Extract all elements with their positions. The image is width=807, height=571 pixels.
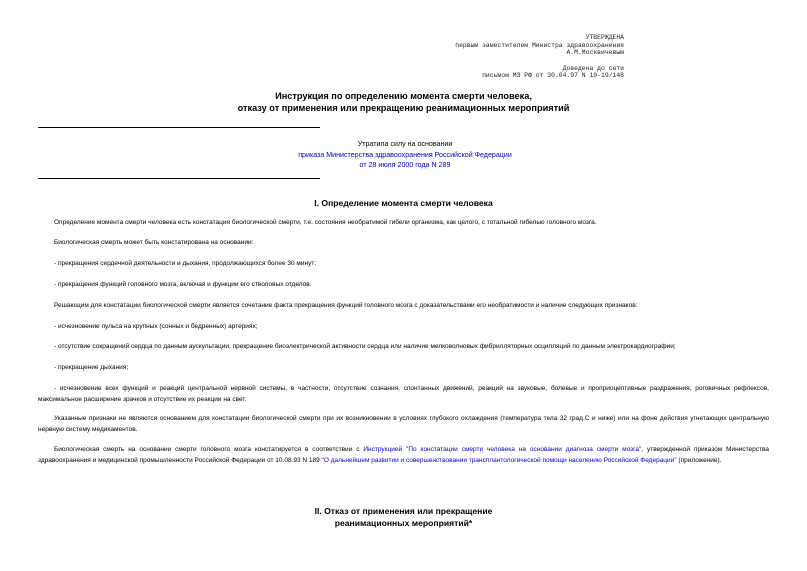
list-item: - исчезновение всех функций и реакций центральной нервной системы, в частности, отсутствие сознания, спонтанных движений, реакций на звуковые, болевые и проприоцептивные раздражения, роговичных рефлексов, максимальное расширение зрачков и отсутствие их реакции на свет. bbox=[38, 385, 769, 403]
paragraph: Указанные признаки не являются основанием для констатации биологической смерти при их возникновении в условиях глубокого охлаждения (температура тела 32 град.С и ниже) или на фоне действия угнетающих центральную нервную систему медикаментов. bbox=[38, 415, 769, 433]
approval-line: А.М.Москвичевым bbox=[566, 49, 624, 57]
instruction-link[interactable]: Инструкцией "По констатации смерти человека на основании диагноза смерти мозга" bbox=[363, 446, 642, 453]
list-item: - прекращение дыхания; bbox=[54, 364, 129, 371]
approval-line: Доведена до сети bbox=[562, 64, 624, 72]
divider-bottom bbox=[38, 178, 320, 179]
document-title-line: отказу от применения или прекращению реанимационных мероприятий bbox=[237, 103, 570, 113]
section-2-heading-line: II. Отказ от применения или прекращение bbox=[314, 506, 493, 516]
paragraph-text: (приложение). bbox=[676, 456, 722, 464]
approval-line: письмом МЗ РФ от 30.04.97 N 10-19/148 bbox=[482, 72, 624, 80]
paragraph-text: Биологическая смерть на основании смерти головного мозга констатируется в соответствии с bbox=[54, 446, 364, 453]
paragraph: Биологическая смерть может быть констатирована на основании: bbox=[54, 239, 254, 246]
list-item: - прекращения функций головного мозга, включая и функции его стволовых отделов. bbox=[54, 281, 312, 288]
section-1-heading: I. Определение момента смерти человека bbox=[314, 198, 493, 208]
approval-block bbox=[455, 34, 624, 80]
list-item: - прекращения сердечной деятельности и дыхания, продолжающихся более 30 минут; bbox=[54, 260, 317, 267]
repeal-notice-text: Утратила силу на основании bbox=[357, 140, 453, 148]
paragraph: Определение момента смерти человека есть констатация биологической смерти, т.е. состояния необратимой гибели организма, как целого, с тотальной гибелью головного мозга. bbox=[54, 219, 597, 226]
paragraph-with-links bbox=[38, 445, 769, 466]
document-title bbox=[0, 90, 807, 114]
section-2-heading-line: реанимационных мероприятий* bbox=[334, 517, 473, 528]
repeal-order-date-link[interactable]: от 28 июля 2000 года N 289 bbox=[359, 161, 451, 169]
paragraph-text: , утвержденной приказом Министерства здравоохранения и медицинской промышленности Российской Федерации от 10.08.93 N 189 bbox=[38, 446, 769, 464]
approval-line: первым заместителем Министра здравоохранения bbox=[455, 41, 624, 49]
repeal-order-link[interactable]: приказа Министерства здравоохранения Российской Федерации bbox=[298, 150, 512, 159]
list-item: - исчезновение пульса на крупных (сонных и бедренных) артериях; bbox=[54, 323, 258, 330]
transplantology-order-link[interactable]: "О дальнейшем развитии и совершенствовании трансплантологической помощи населению Российской Федерации" bbox=[321, 456, 677, 464]
paragraph: Решающим для констатации биологической смерти является сочетание факта прекращения функций головного мозга с доказательствами его необратимости и наличие следующих признаков: bbox=[54, 302, 638, 309]
repeal-notice bbox=[230, 139, 580, 171]
approval-line: УТВЕРЖДЕНА bbox=[585, 34, 624, 41]
divider-top bbox=[38, 127, 320, 128]
document-title-line: Инструкция по определению момента смерти человека, bbox=[275, 91, 532, 101]
list-item: - отсутствие сокращений сердца по данным аускультации, прекращение биоэлектрической активности сердца или наличие мелковолновых фибрилляторных осцилляций по данным электрокардиографии; bbox=[54, 343, 676, 350]
section-2-heading bbox=[0, 506, 807, 529]
